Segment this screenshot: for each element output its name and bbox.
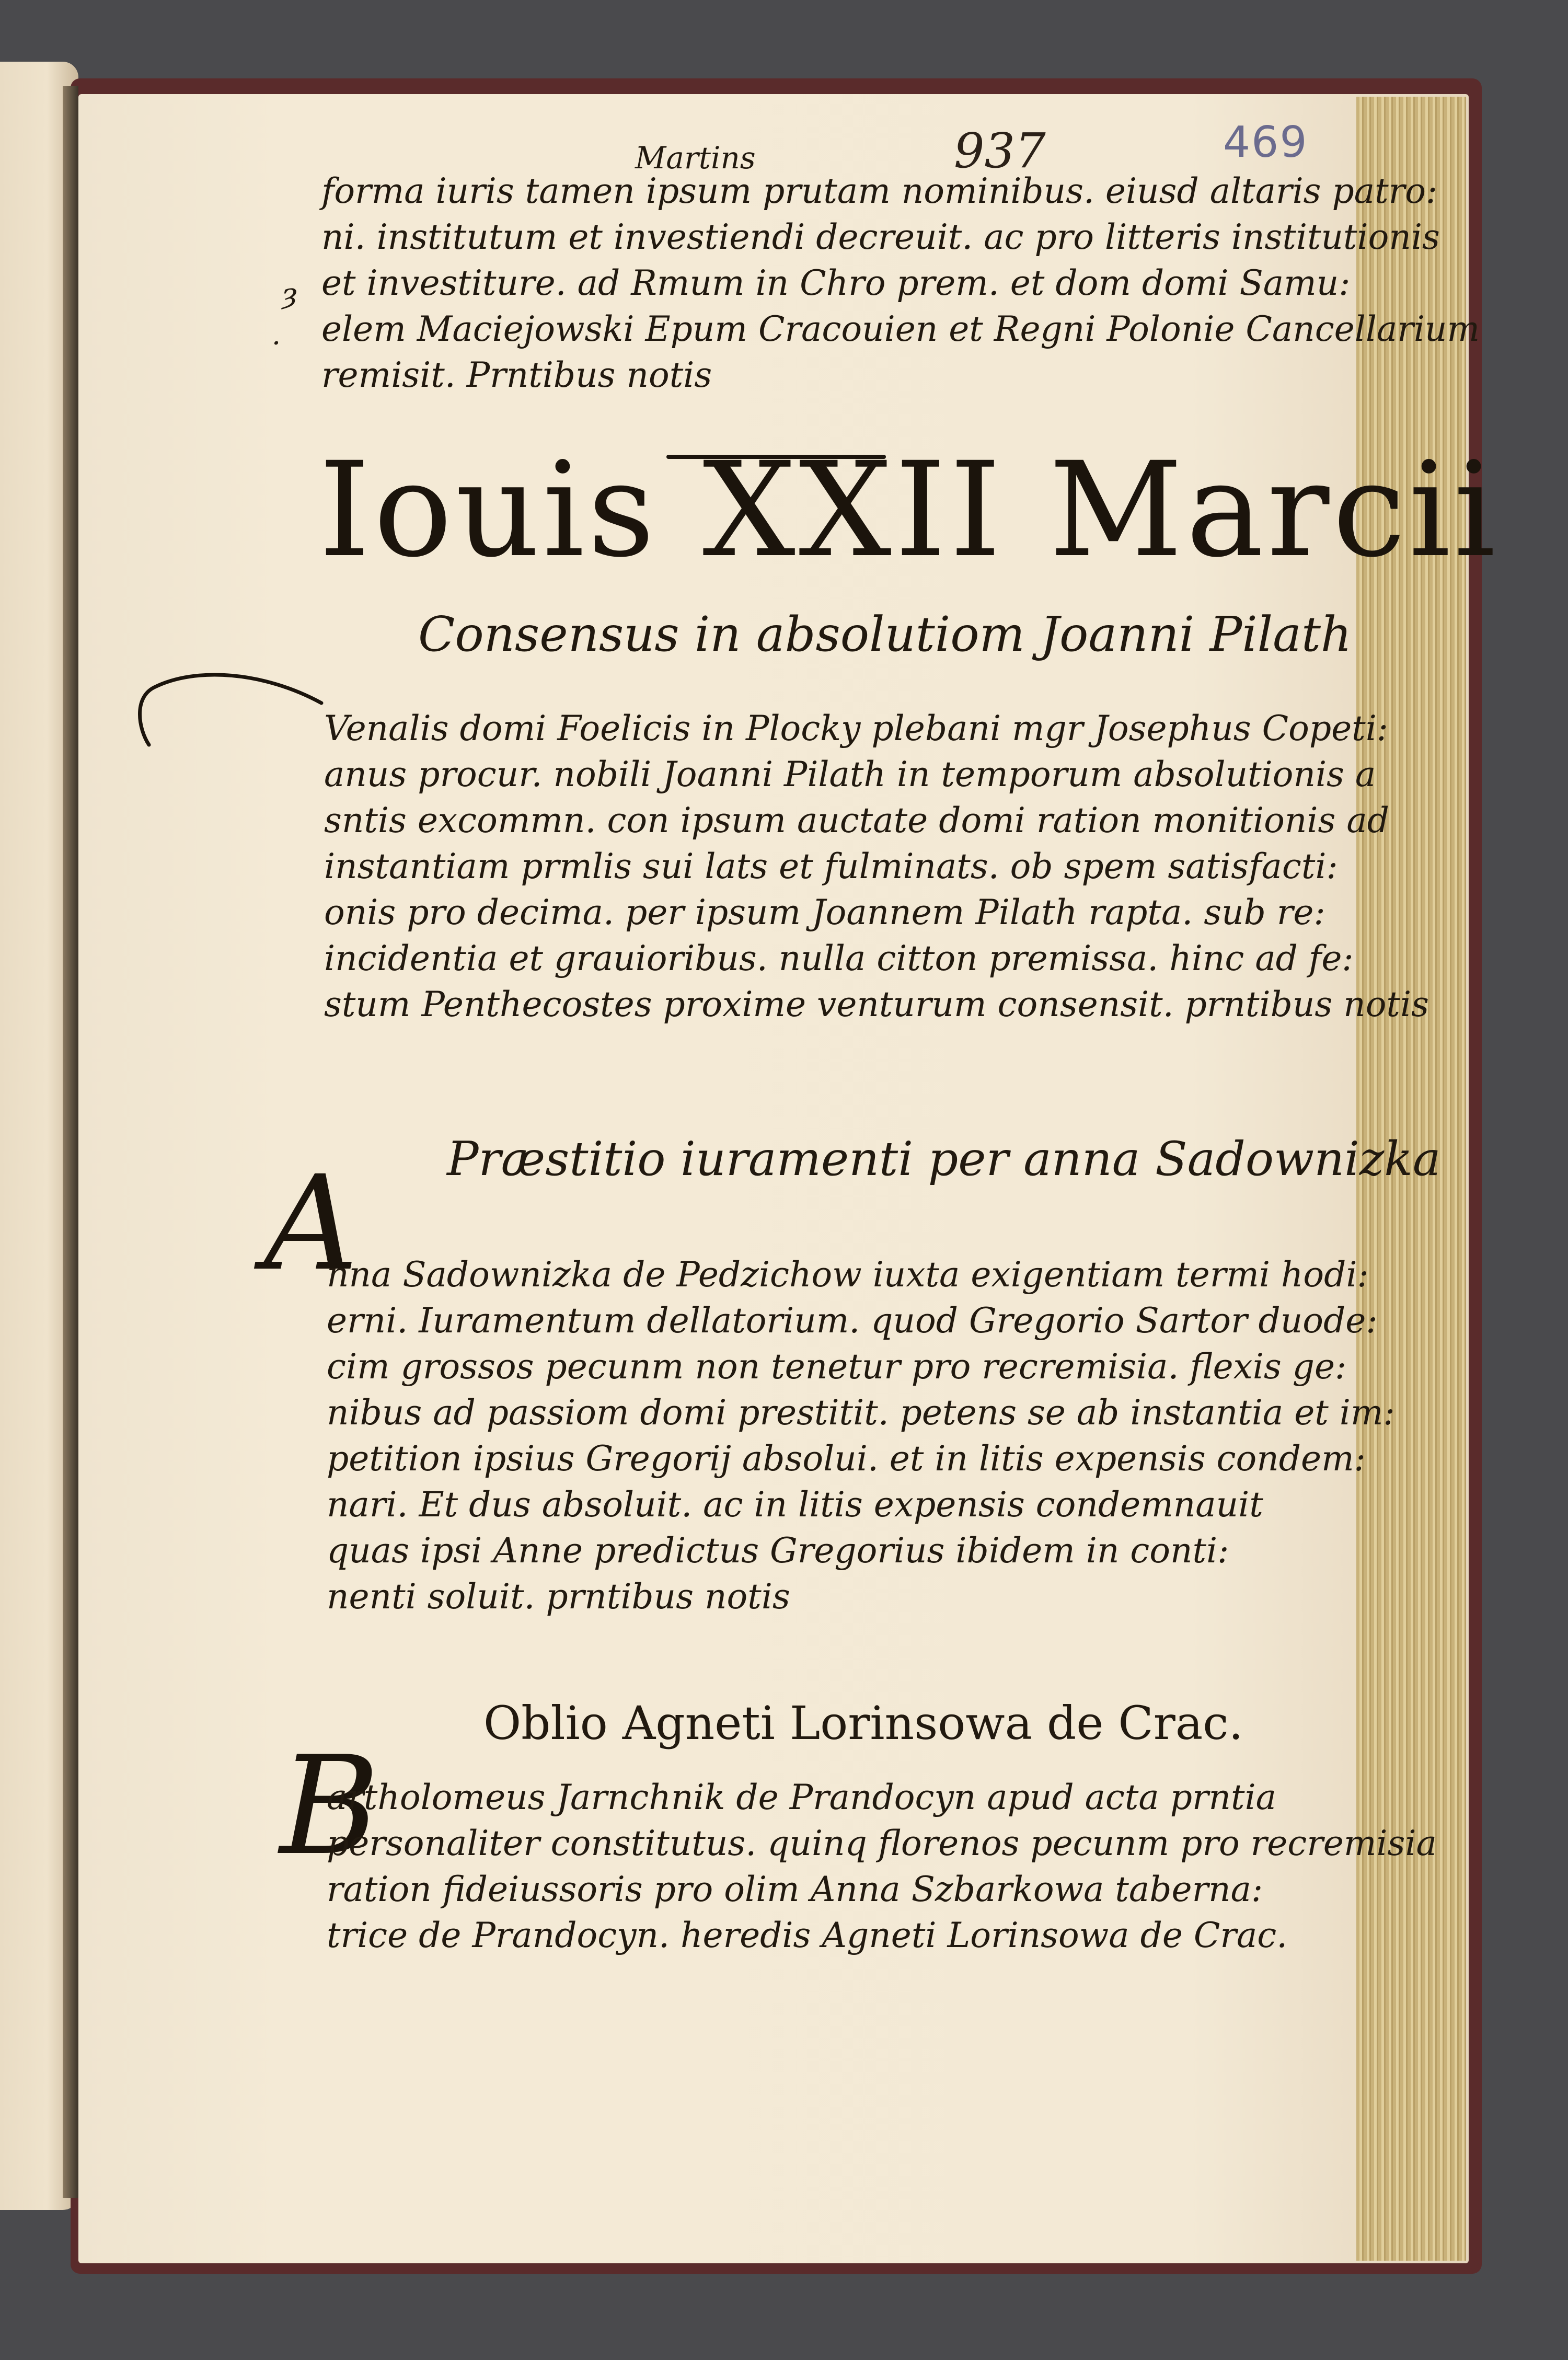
text-line: Venalis domi Foelicis in Plocky plebani mgr Josephus Copeti:	[324, 708, 1389, 749]
paragraph-2	[327, 1252, 1395, 1620]
text-line: onis pro decima. per ipsum Joannem Pilath rapta. sub re:	[324, 892, 1325, 933]
text-line: elem Maciejowski Epum Cracouien et Regni Polonie Cancellarium	[321, 309, 1480, 349]
gutter-shadow	[63, 86, 78, 2198]
text-line: et investiture. ad Rmum in Chro prem. et dom domi Samu:	[321, 263, 1351, 303]
paragraph-1	[324, 706, 1429, 1028]
initial-flourish-icon	[133, 666, 332, 750]
text-line: remisit. Prntibus notis	[321, 355, 712, 395]
page-number: 937	[954, 123, 1046, 179]
marginal-note: Martins	[635, 140, 756, 176]
text-line: nibus ad passiom domi prestitit. petens se ab instantia et im:	[327, 1392, 1395, 1433]
text-line: trice de Prandocyn. heredis Agneti Lorinsowa de Crac.	[327, 1915, 1288, 1955]
section-heading: Consensus in absolutiom Joanni Pilath	[418, 606, 1352, 662]
text-line: erni. Iuramentum dellatorium. quod Gregorio Sartor duode:	[327, 1300, 1378, 1341]
entry-top	[321, 168, 1480, 398]
text-line: artholomeus Jarnchnik de Prandocyn apud acta prntia	[327, 1777, 1277, 1817]
section-heading: Præstitio iuramenti per anna Sadownizka	[447, 1132, 1441, 1187]
text-line: cim grossos pecunm non tenetur pro recremisia. flexis ge:	[327, 1346, 1347, 1387]
text-line: stum Penthecostes proxime venturum consensit. prntibus notis	[324, 984, 1429, 1024]
text-line: forma iuris tamen ipsum prutam nominibus. eiusd altaris patro:	[321, 171, 1438, 211]
date-heading: Iouis XXII Marcii	[319, 434, 1499, 586]
text-line: ni. institutum et investiendi decreuit. ac pro litteris institutionis	[321, 217, 1440, 257]
paragraph-3	[327, 1775, 1437, 1959]
text-line: personaliter constitutus. quinq florenos pecunm pro recremisia	[327, 1823, 1437, 1863]
text-line: incidentia et grauioribus. nulla citton premissa. hinc ad fe:	[324, 938, 1354, 978]
margin-mark: ·	[272, 327, 281, 360]
text-line: quas ipsi Anne predictus Gregorius ibidem in conti:	[327, 1530, 1229, 1571]
decorated-initial: B	[280, 1728, 380, 1885]
text-line: ration fideiussoris pro olim Anna Szbarkowa taberna:	[327, 1869, 1263, 1909]
text-line: nari. Et dus absoluit. ac in litis expensis condemnauit	[327, 1484, 1263, 1525]
decorated-initial: A	[264, 1147, 359, 1299]
text-line: nna Sadownizka de Pedzichow iuxta exigentiam termi hodi:	[327, 1254, 1369, 1295]
text-line: anus procur. nobili Joanni Pilath in temporum absolutionis a	[324, 754, 1376, 795]
text-line: nenti soluit. prntibus notis	[327, 1576, 790, 1617]
text-line: sntis excommn. con ipsum auctate domi ration monitionis ad	[324, 800, 1389, 841]
text-line: instantiam prmlis sui lats et fulminats. ob spem satisfacti:	[324, 846, 1338, 887]
section-heading: Oblio Agneti Lorinsowa de Crac.	[483, 1696, 1243, 1750]
text-line: petition ipsius Gregorij absolui. et in litis expensis condem:	[327, 1438, 1366, 1479]
margin-mark: ȝ	[282, 277, 297, 310]
folio-number: 469	[1223, 118, 1308, 167]
